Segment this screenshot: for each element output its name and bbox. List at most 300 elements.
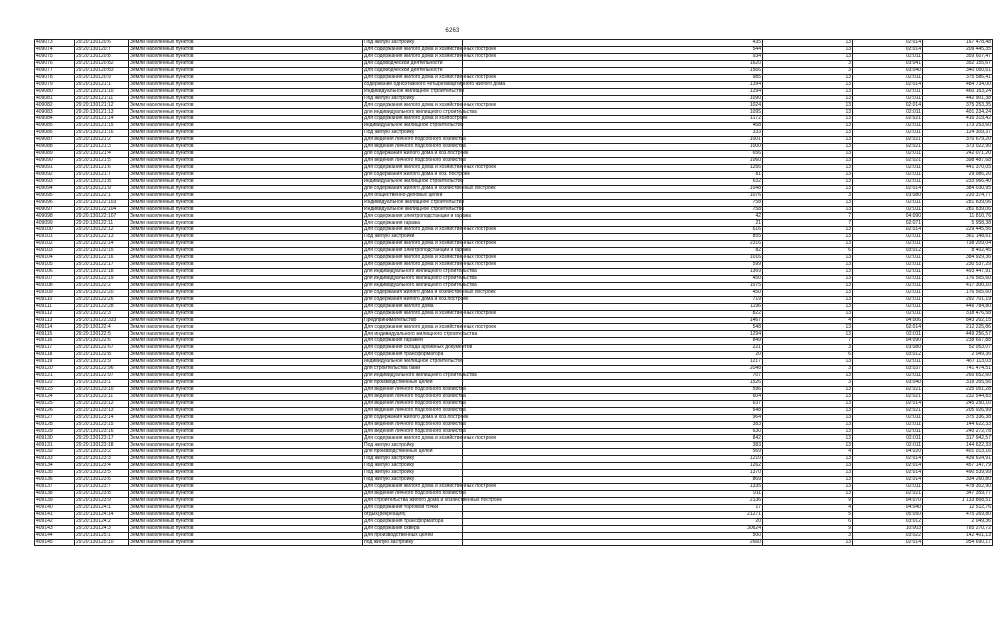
zone-code-cell: 13 [763,123,853,130]
row-number-cell: 409111 [35,303,75,310]
row-number-cell: 409133 [35,456,75,463]
zone-code-cell: 13 [763,137,853,144]
zone-code-cell: 13 [763,421,853,428]
area-cell: 500 [463,532,763,539]
group-code-cell: 04:070 [853,497,923,504]
cadastral-value-cell: 460 163,24 [923,88,993,95]
zone-code-cell: 13 [763,255,853,262]
cadastral-number-cell: 29:20:130123:13 [75,407,129,414]
land-category-cell: Земли населенных пунктов [129,317,363,324]
land-category-cell: Земли населенных пунктов [129,123,363,130]
permitted-use-cell: для содержания жилого дома и хоз. построек [364,170,470,177]
cadastral-number-cell: 29:20:130120:9 [75,74,129,81]
group-code-cell: 02:014 [853,539,923,546]
zone-code-cell: 13 [763,241,853,248]
zone-code-cell: 6 [763,352,853,359]
land-category-cell: Земли населенных пунктов [129,442,363,449]
zone-code-cell: 13 [763,456,853,463]
cadastral-number-cell: 29:20:130121:13 [75,109,129,116]
area-cell: 849 [463,338,763,345]
row-number-cell: 409128 [35,421,75,428]
row-number-cell: 409092 [35,171,75,178]
group-code-cell: 02:011 [853,164,923,171]
cadastral-value-cell: 361 148,61 [923,234,993,241]
cadastral-number-cell: 29:20:130121:10 [75,88,129,95]
cadastral-value-cell: 52 053,07 [923,345,993,352]
area-cell: 1048 [463,185,763,192]
area-cell: 1196 [463,303,763,310]
cadastral-number-cell: 29:20:130122:6 [75,338,129,345]
cadastral-value-cell: 5 958,38 [923,220,993,227]
area-cell: 604 [463,393,763,400]
cadastral-value-cell: 457 147,79 [923,463,993,470]
permitted-use-cell: Для ведения личного подсобного хозяйства [364,490,466,497]
permitted-use-cell: Под жилую застройки [363,234,463,241]
cadastral-number-cell: 29:20:130122:26 [75,296,129,303]
zone-code-cell: 13 [763,109,853,116]
permitted-use-cell: для содержания жилого дома и хоз.построек [364,150,469,157]
area-cell: 656 [463,151,763,158]
area-cell: 2048 [463,366,763,373]
zone-code-cell: 13 [763,386,853,393]
cadastral-value-cell: 352 155,67 [923,60,993,67]
row-number-cell: 409080 [35,88,75,95]
land-category-cell: Земли населенных пунктов [129,95,363,102]
group-code-cell: 03:012 [853,352,923,359]
area-cell: 911 [463,490,763,497]
zone-code-cell: 13 [763,171,853,178]
permitted-use-cell: для содержания жилого дома и хозяйственных построек [364,288,496,295]
row-number-cell: 409073 [35,40,75,47]
land-category-cell: Земли населенных пунктов [129,490,363,497]
row-number-cell: 409117 [35,345,75,352]
land-category-cell: Земли населенных пунктов [129,539,363,546]
area-cell: 1210 [463,456,763,463]
row-number-cell: 409130 [35,435,75,442]
permitted-use-cell: Для содержания электроподстанции и гаража [364,247,471,254]
cadastral-number-cell: 29:20:130121:16 [75,130,129,137]
permitted-use-cell: Для содержания жилого дома и хозяйственных построек [364,323,497,330]
cadastral-number-cell: 29:20:130121:3 [75,144,129,151]
zone-code-cell: 13 [763,81,853,88]
cadastral-number-cell: 29:20:130123:9 [75,497,129,504]
permitted-use-cell: Для содержания жилого дома [363,303,463,310]
cadastral-number-cell: 29:20:130125:10 [75,539,129,546]
cadastral-value-cell: 490 539,99 [923,470,993,477]
zone-code-cell: 3 [763,532,853,539]
row-number-cell: 409083 [35,109,75,116]
group-code-cell: 02:014 [853,477,923,484]
area-cell: 1526 [463,379,763,386]
row-number-cell: 409138 [35,490,75,497]
permitted-use-cell: индивидуальное жилищное строительство [364,177,464,184]
cadastral-number-cell: 29:20:130123:5 [75,470,129,477]
area-cell: 81 [463,171,763,178]
cadastral-value-cell: 1 133 868,51 [923,497,993,504]
row-number-cell: 409135 [35,470,75,477]
group-code-cell: 02:014 [853,81,923,88]
zone-code-cell: 13 [763,324,853,331]
cadastral-value-cell: 12 512,76 [923,504,993,511]
zone-code-cell: 13 [763,268,853,275]
zone-code-cell: 4 [763,317,853,324]
cadastral-value-cell: 334 260,80 [923,477,993,484]
row-number-cell: 409141 [35,511,75,518]
cadastral-value-cell: 441 370,05 [923,164,993,171]
group-code-cell: 02:014 [853,46,923,53]
land-category-cell: Земли населенных пунктов [129,310,363,317]
table-row [35,317,993,324]
row-number-cell: 409129 [35,428,75,435]
land-category-cell: Земли населенных пунктов [129,470,363,477]
zone-code-cell: 9 [763,497,853,504]
cadastral-number-cell: 29:20:130124:3 [75,525,129,532]
table-row [35,324,993,331]
cadastral-value-cell: 176 565,60 [923,289,993,296]
land-category-cell: Земли населенных пунктов [129,532,363,539]
area-cell: 855 [463,234,763,241]
permitted-use-cell: для содержания жилого дома и хоз.построек [364,413,469,420]
cadastral-value-cell: 318 476,58 [923,310,993,317]
area-cell: 468 [463,123,763,130]
cadastral-number-cell: 29:20:130121:7 [75,171,129,178]
area-cell: 1369 [463,268,763,275]
cadastral-number-cell: 29:20:130123:17 [75,435,129,442]
row-number-cell: 409115 [35,331,75,338]
permitted-use-cell: Для общественно-деловых целей [363,192,463,199]
cadastral-number-cell: 29:20:130120:7 [75,46,129,53]
group-code-cell: 03:040 [853,379,923,386]
permitted-use-cell: Для содержания электроподстанции и гаража [364,212,471,219]
land-category-cell: Земли населенных пунктов [129,463,363,470]
row-number-cell: 409144 [35,532,75,539]
cadastral-number-cell: 29:20:130121:12 [75,102,129,109]
zone-code-cell: 13 [763,88,853,95]
area-cell: 985 [463,74,763,81]
cadastral-number-cell: 29:20:130122:28 [75,303,129,310]
zone-code-cell: 13 [763,234,853,241]
cadastral-value-cell: 401 234,24 [923,109,993,116]
cadastral-number-cell: 29:20:130121:14 [75,116,129,123]
cadastral-value-cell: 230 537,29 [923,262,993,269]
group-code-cell: 02:011 [853,262,923,269]
cadastral-value-cell: 281 839,06 [923,206,993,213]
zone-code-cell: 9 [763,525,853,532]
cadastral-value-cell: 347 359,77 [923,490,993,497]
area-cell: 869 [463,477,763,484]
group-code-cell: 02:011 [853,206,923,213]
area-cell: 450 [463,289,763,296]
zone-code-cell: 13 [763,539,853,546]
row-number-cell: 409086 [35,130,75,137]
cadastral-number-cell: 29:20:130122:96 [75,366,129,373]
permitted-use-cell: Под жилую застройку [363,477,463,484]
cadastral-number-cell: 29:20:130121:4 [75,151,129,158]
land-category-cell: Земли населенных пунктов [129,206,363,213]
permitted-use-cell: Для содержания жилого дома и хозяйственных построек [364,254,497,261]
area-cell: 1620 [463,60,763,67]
cadastral-value-cell: 493 447,91 [923,268,993,275]
zone-code-cell: 13 [763,477,853,484]
land-category-cell: Земли населенных пунктов [129,60,363,67]
land-category-cell: Земли населенных пунктов [129,137,363,144]
land-category-cell: Земли населенных пунктов [129,435,363,442]
land-category-cell: Земли населенных пунктов [129,220,363,227]
row-number-cell: 409093 [35,178,75,185]
cadastral-number-cell: 29:20:130120:6 [75,40,129,47]
zone-code-cell: 4 [763,449,853,456]
cadastral-number-cell: 29:20:130123:2 [75,449,129,456]
cadastral-value-cell: 370 679,20 [923,137,993,144]
zone-code-cell: 13 [763,95,853,102]
permitted-use-cell: Под жилую застройку [363,470,463,477]
land-category-cell: Земли населенных пунктов [129,359,363,366]
zone-code-cell: 6 [763,518,853,525]
group-code-cell: 02:021 [853,490,923,497]
group-code-cell: 02:011 [853,435,923,442]
group-code-cell: 02:011 [853,109,923,116]
land-category-cell: Земли населенных пунктов [129,81,363,88]
cadastral-number-cell: 29:20:130122:8 [75,352,129,359]
cadastral-value-cell: 232 544,83 [923,393,993,400]
table-row [35,213,993,220]
cadastral-value-table [34,39,993,546]
row-number-cell: 409105 [35,262,75,269]
permitted-use-cell: Для содержания гаражей [363,338,463,345]
permitted-use-cell: Для содержания жилого дома и хозяйственных построек [364,309,497,316]
area-cell: 1090 [463,95,763,102]
land-category-cell: Земли населенных пунктов [129,116,363,123]
cadastral-number-cell: 29:20:130122:12 [75,227,129,234]
permitted-use-cell: Для содержания жилого дома и хозяйственных построек [364,101,497,108]
cadastral-value-cell: 167 478,48 [923,40,993,47]
row-number-cell: 409143 [35,525,75,532]
group-code-cell: 04:090 [853,213,923,220]
group-code-cell: 02:011 [853,484,923,491]
area-cell: 934 [463,53,763,60]
cadastral-value-cell: 238 667,88 [923,338,993,345]
cadastral-value-cell: 417 300,10 [923,282,993,289]
row-number-cell: 409109 [35,289,75,296]
row-number-cell: 409098 [35,213,75,220]
group-code-cell: 02:021 [853,393,923,400]
area-cell: 2136 [463,497,763,504]
row-number-cell: 409110 [35,296,75,303]
group-code-cell: 02:011 [853,310,923,317]
row-number-cell: 409090 [35,157,75,164]
zone-code-cell: 13 [763,484,853,491]
land-category-cell: Земли населенных пунктов [129,255,363,262]
row-number-cell: 409118 [35,352,75,359]
row-number-cell: 409108 [35,282,75,289]
table-row [35,435,993,442]
cadastral-value-cell: 442 901,38 [923,95,993,102]
land-category-cell: Земли населенных пунктов [129,213,363,220]
group-code-cell: 04:020 [853,449,923,456]
land-category-cell: Земли населенных пунктов [129,275,363,282]
cadastral-number-cell: 29:20:130122:103 [75,199,129,206]
cadastral-number-cell: 29:20:130122:4 [75,324,129,331]
row-number-cell: 409103 [35,248,75,255]
group-code-cell: 03:080 [853,192,923,199]
permitted-use-cell: Для содержания жилого дома и хозяйственных построек [364,483,497,490]
zone-code-cell: 4 [763,504,853,511]
cadastral-number-cell: 29:20:130122:19 [75,275,129,282]
permitted-use-cell: Для содержания склада архивных документов [364,344,473,351]
cadastral-number-cell: 29:20:130122:67 [75,345,129,352]
land-category-cell: Земли населенных пунктов [129,102,363,109]
cadastral-number-cell: 29:20:130122:16 [75,255,129,262]
zone-code-cell: 6 [763,248,853,255]
permitted-use-cell: Для ведения личного подсобного хозяйства [364,386,466,393]
table-row [35,428,993,435]
cadastral-number-cell: 29:20:130120:8 [75,53,129,60]
cadastral-number-cell: 29:20:130122:15 [75,248,129,255]
cadastral-number-cell: 29:20:130122:18 [75,268,129,275]
group-code-cell: 02:014 [853,456,923,463]
group-code-cell: 03:022 [853,532,923,539]
cadastral-value-cell: 843 202,15 [923,317,993,324]
cadastral-value-cell: 317 942,57 [923,435,993,442]
permitted-use-cell: для строительства бани [363,366,463,373]
land-category-cell: Земли населенных пунктов [129,88,363,95]
land-category-cell: Земли населенных пунктов [129,518,363,525]
area-cell: 637 [463,400,763,407]
cadastral-number-cell: 29:20:130122:333 [75,317,129,324]
cadastral-value-cell: 245 250,10 [923,400,993,407]
table-body [35,40,993,546]
cadastral-number-cell: 29:20:130123:12 [75,400,129,407]
group-code-cell: 02:011 [853,234,923,241]
group-code-cell: 02:021 [853,157,923,164]
area-cell: 548 [463,324,763,331]
zone-code-cell: 13 [763,151,853,158]
zone-code-cell: 5 [763,511,853,518]
permitted-use-cell: для содержания жилого дома и хоз.построек [364,295,469,302]
area-cell: 719 [463,296,763,303]
permitted-use-cell: Для содержания торговой точки [363,504,463,511]
cadastral-number-cell: 29:20:130123:1 [75,379,129,386]
group-code-cell: 02:011 [853,428,923,435]
permitted-use-cell: Под жилую застройку [363,463,463,470]
area-cell: 822 [463,310,763,317]
area-cell: 1335 [463,484,763,491]
land-category-cell: Земли населенных пунктов [129,282,363,289]
zone-code-cell: 13 [763,275,853,282]
row-number-cell: 409102 [35,241,75,248]
group-code-cell: 03:080 [853,345,923,352]
permitted-use-cell: для индивидуального жилищного строительства [364,372,477,379]
group-code-cell: 02:011 [853,241,923,248]
area-cell: 632 [463,178,763,185]
cadastral-number-cell: 29:20:130124:14 [75,511,129,518]
cadastral-value-cell: 281 839,06 [923,199,993,206]
zone-code-cell: 7 [763,220,853,227]
zone-code-cell: 13 [763,331,853,338]
group-code-cell: 02:011 [853,255,923,262]
cadastral-number-cell: 29:20:130122:3 [75,310,129,317]
permitted-use-cell: Индивидуальное жилищное строительство [364,87,465,94]
permitted-use-cell: Для ведения личного подсобного хозяйства [364,427,466,434]
group-code-cell: 03:040 [853,67,923,74]
cadastral-value-cell: 446 784,80 [923,303,993,310]
row-number-cell: 409113 [35,317,75,324]
cadastral-value-cell: 212 225,86 [923,324,993,331]
area-cell: 383 [463,442,763,449]
row-number-cell: 409125 [35,400,75,407]
group-code-cell: 03:037 [853,366,923,373]
permitted-use-cell: Для содержания гаража [363,220,463,227]
area-cell: 1016 [463,255,763,262]
zone-code-cell: 13 [763,435,853,442]
group-code-cell: 02:014 [853,400,923,407]
group-code-cell: 02:011 [853,88,923,95]
row-number-cell: 409088 [35,144,75,151]
cadastral-value-cell: 738 209,04 [923,241,993,248]
cadastral-number-cell: 29:20:130122:17 [75,262,129,269]
area-cell: 20 [463,352,763,359]
permitted-use-cell: для индивидуального жилищного строительства [364,275,477,282]
row-number-cell: 409081 [35,95,75,102]
cadastral-value-cell: 449 256,57 [923,331,993,338]
cadastral-number-cell: 29:20:130123:7 [75,484,129,491]
cadastral-number-cell: 29:20:130122:2 [75,282,129,289]
area-cell: 1000 [463,144,763,151]
row-number-cell: 409134 [35,463,75,470]
area-cell: 1001 [463,137,763,144]
cadastral-number-cell: 29:20:130123:3 [75,456,129,463]
zone-code-cell: 13 [763,262,853,269]
permitted-use-cell: Для садоводческой деятельности [363,60,463,67]
permitted-use-cell: Для содержания трансформатора [363,518,463,525]
area-cell: 596 [463,386,763,393]
zone-code-cell: 7 [763,213,853,220]
table-row [35,102,993,109]
area-cell: 544 [463,46,763,53]
permitted-use-cell: Для содержания жилого дома и хозпостроек [364,115,468,122]
cadastral-value-cell: 173 253,60 [923,123,993,130]
land-category-cell: Земли населенных пунктов [129,46,363,53]
group-code-cell: 02:021 [853,116,923,123]
row-number-cell: 409099 [35,220,75,227]
land-category-cell: Земли населенных пунктов [129,379,363,386]
cadastral-number-cell: 29:20:130123:6 [75,477,129,484]
cadastral-value-cell: 142 401,13 [923,532,993,539]
land-category-cell: Земли населенных пунктов [129,345,363,352]
row-number-cell: 409132 [35,449,75,456]
land-category-cell: Земли населенных пунктов [129,262,363,269]
land-category-cell: Земли населенных пунктов [129,67,363,74]
area-cell: 221 [463,345,763,352]
cadastral-value-cell: 209 445,35 [923,46,993,53]
cadastral-number-cell: 29:20:130123:4 [75,463,129,470]
area-cell: 21 [463,220,763,227]
zone-code-cell: 13 [763,46,853,53]
permitted-use-cell: Для ведения личного подсобного хозяйства [364,136,466,143]
area-cell: 842 [463,435,763,442]
cadastral-number-cell: 29:20:130120:83 [75,67,129,74]
cadastral-value-cell: 765 270,72 [923,525,993,532]
cadastral-value-cell: 240 272,78 [923,428,993,435]
land-category-cell: Земли населенных пунктов [129,352,363,359]
row-number-cell: 409076 [35,60,75,67]
land-category-cell: Земли населенных пунктов [129,525,363,532]
area-cell: 599 [463,262,763,269]
cadastral-value-cell: 375 586,41 [923,74,993,81]
group-code-cell: 02:011 [853,359,923,366]
permitted-use-cell: Для ведения личного подсобного хозяйства [364,143,466,150]
cadastral-value-cell: 359 607,47 [923,53,993,60]
